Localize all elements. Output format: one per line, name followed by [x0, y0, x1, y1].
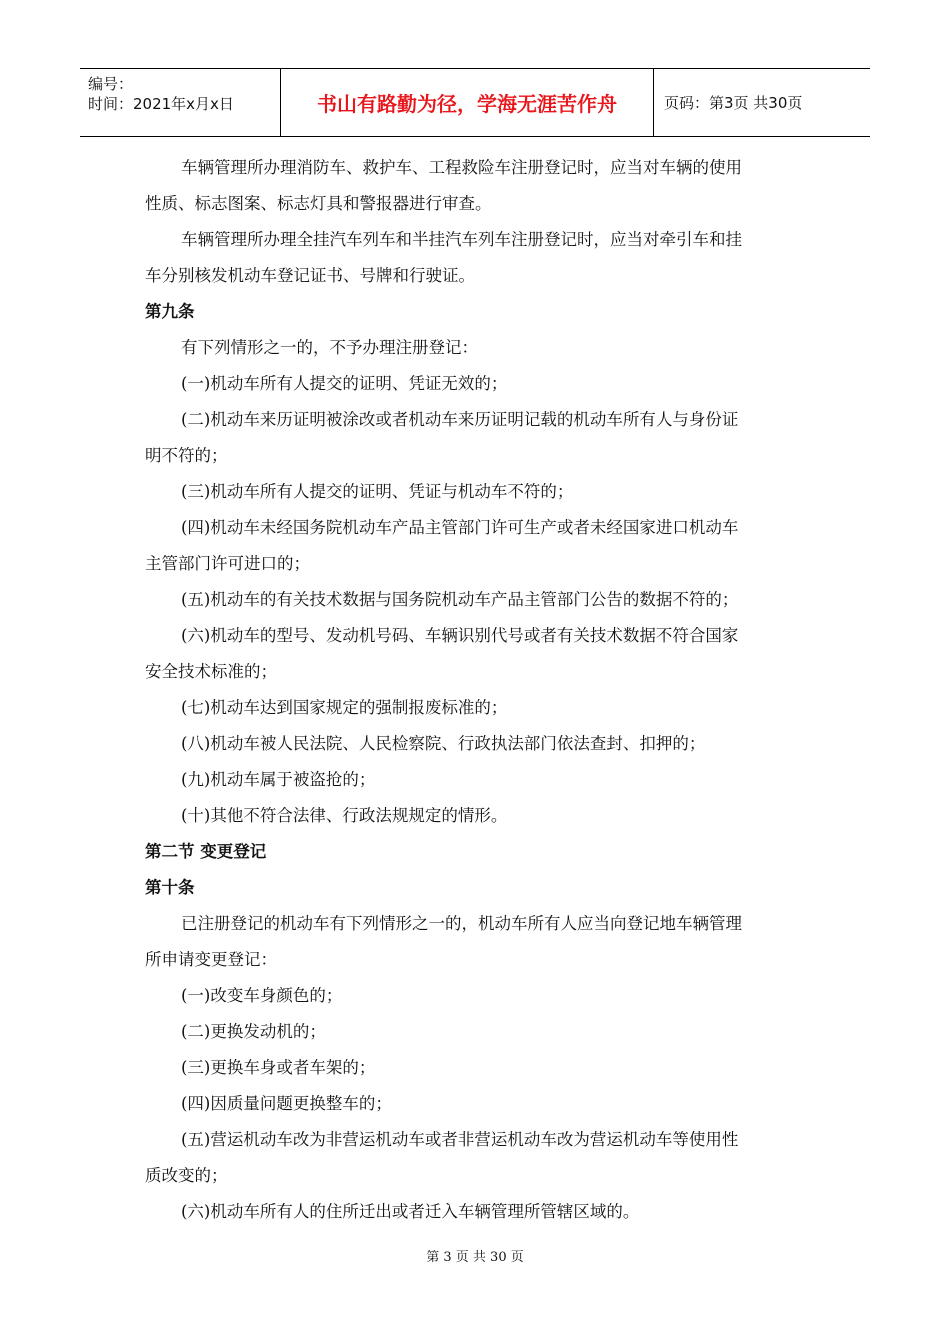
- body-line: (五)营运机动车改为非营运机动车或者非营运机动车改为营运机动车等使用性: [181, 1130, 739, 1149]
- body-line: 车辆管理所办理全挂汽车列车和半挂汽车列车注册登记时，应当对牵引车和挂: [181, 230, 742, 249]
- body-line: (六)机动车所有人的住所迁出或者迁入车辆管理所管辖区域的。: [181, 1202, 640, 1221]
- document-time-label: 时间：2021年x月x日: [88, 95, 234, 113]
- header-meta-cell: [80, 69, 281, 136]
- page-footer: 第 3 页 共 30 页: [426, 1250, 524, 1265]
- document-body: [145, 150, 815, 1230]
- body-line: (三)机动车所有人提交的证明、凭证与机动车不符的；: [181, 482, 574, 501]
- body-line: 车分别核发机动车登记证书、号牌和行驶证。: [145, 266, 475, 285]
- body-line: 有下列情形之一的，不予办理注册登记：: [181, 338, 478, 357]
- body-line: (五)机动车的有关技术数据与国务院机动车产品主管部门公告的数据不符的；: [181, 590, 739, 609]
- section-heading: 第二节 变更登记: [145, 842, 267, 861]
- section-heading: 第十条: [145, 878, 195, 897]
- body-line: (一)机动车所有人提交的证明、凭证无效的；: [181, 374, 508, 393]
- body-line: (一)改变车身颜色的；: [181, 986, 343, 1005]
- body-line: (二)机动车来历证明被涂改或者机动车来历证明记载的机动车所有人与身份证: [181, 410, 739, 429]
- body-line: 明不符的；: [145, 446, 228, 465]
- body-line: (四)因质量问题更换整车的；: [181, 1094, 392, 1113]
- body-line: 车辆管理所办理消防车、救护车、工程救险车注册登记时，应当对车辆的使用: [181, 158, 742, 177]
- body-line: (十)其他不符合法律、行政法规规定的情形。: [181, 806, 508, 825]
- body-line: (四)机动车未经国务院机动车产品主管部门许可生产或者未经国家进口机动车: [181, 518, 739, 537]
- header-page-info: 页码：第3页 共30页: [664, 94, 803, 112]
- header-motto: 书山有路勤为径，学海无涯苦作舟: [281, 69, 654, 136]
- body-line: (九)机动车属于被盗抢的；: [181, 770, 376, 789]
- body-line: (六)机动车的型号、发动机号码、车辆识别代号或者有关技术数据不符合国家: [181, 626, 739, 645]
- body-line: (二)更换发动机的；: [181, 1022, 326, 1041]
- body-line: 主管部门许可进口的；: [145, 554, 310, 573]
- body-line: (八)机动车被人民法院、人民检察院、行政执法部门依法查封、扣押的；: [181, 734, 706, 753]
- body-line: 安全技术标准的；: [145, 662, 277, 681]
- body-line: (七)机动车达到国家规定的强制报废标准的；: [181, 698, 508, 717]
- page-header-table: [80, 68, 870, 137]
- body-line: 质改变的；: [145, 1166, 228, 1185]
- body-line: 性质、标志图案、标志灯具和警报器进行审查。: [145, 194, 492, 213]
- body-line: 所申请变更登记：: [145, 950, 277, 969]
- document-number-label: 编号：: [88, 75, 134, 93]
- body-line: 已注册登记的机动车有下列情形之一的，机动车所有人应当向登记地车辆管理: [181, 914, 742, 933]
- body-line: (三)更换车身或者车架的；: [181, 1058, 376, 1077]
- section-heading: 第九条: [145, 302, 195, 321]
